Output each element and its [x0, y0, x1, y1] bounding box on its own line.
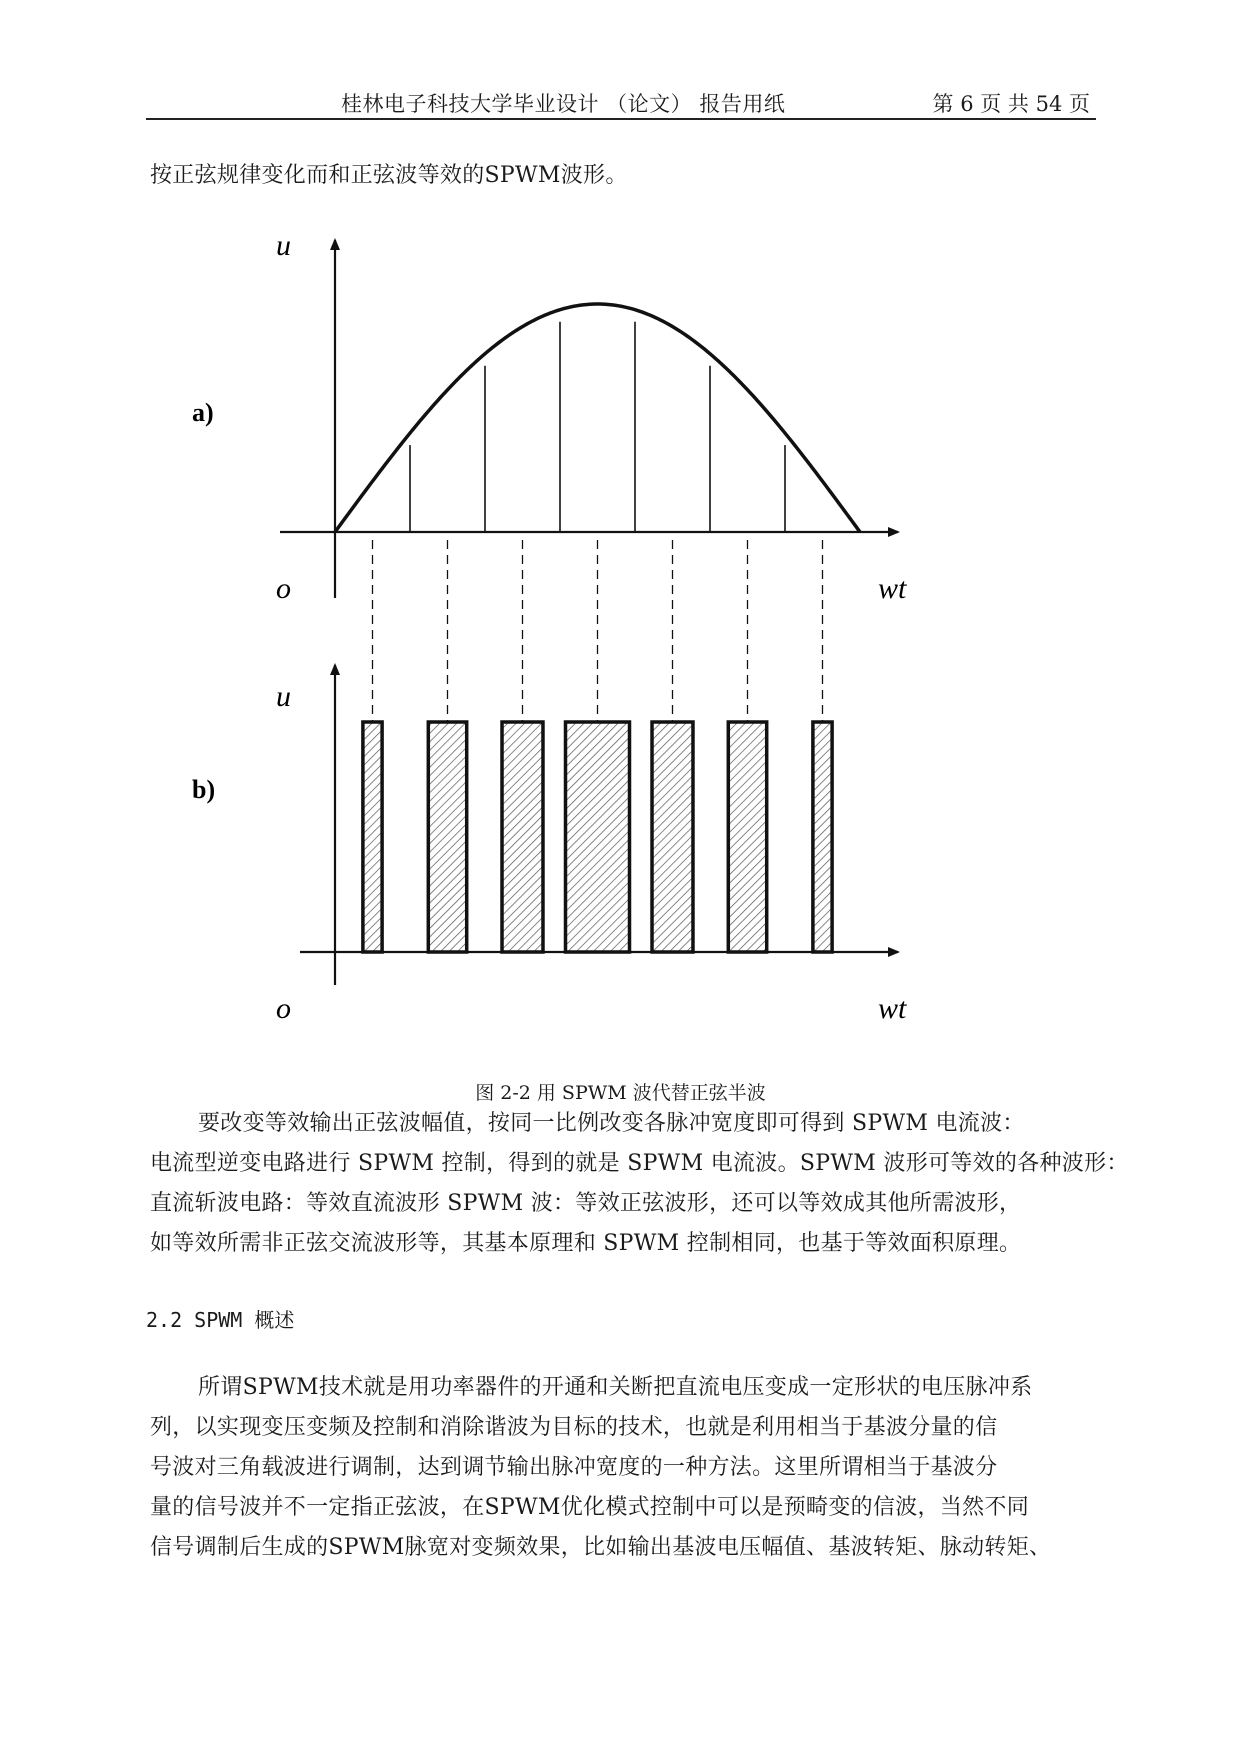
- spwm-pulse: [728, 722, 766, 952]
- intro-line: 按正弦规律变化而和正弦波等效的SPWM波形。: [150, 163, 628, 188]
- panel-a-label: a): [192, 398, 214, 427]
- spwm-pulse: [813, 722, 832, 952]
- paragraph2-line: 量的信号波并不一定指正弦波，在SPWM优化模式控制中可以是预畸变的信波，当然不同: [150, 1495, 1030, 1520]
- figure-caption: 图 2-2 用 SPWM 波代替正弦半波: [475, 1082, 766, 1104]
- panel-b-origin-label: o: [276, 992, 291, 1025]
- panel-b-label: b): [192, 775, 216, 804]
- panel-b-x-label: wt: [878, 992, 907, 1025]
- sample-lines: [410, 322, 785, 532]
- paragraph2-line: 所谓SPWM技术就是用功率器件的开通和关断把直流电压变成一定形状的电压脉冲系: [198, 1375, 1033, 1400]
- spwm-pulse: [566, 722, 630, 952]
- spwm-pulse: [428, 722, 466, 952]
- panel-a-x-label: wt: [878, 572, 907, 605]
- panel-b-y-label: u: [276, 680, 291, 713]
- spwm-pulses: [363, 722, 832, 952]
- spwm-pulse: [363, 722, 382, 952]
- paragraph2-line: 列，以实现变压变频及控制和消除谐波为目标的技术，也就是利用相当于基波分量的信: [150, 1415, 998, 1440]
- header-title: 桂林电子科技大学毕业设计 （论文） 报告用纸: [341, 92, 786, 116]
- sine-curve: [335, 304, 860, 532]
- panel-a-y-label: u: [276, 229, 291, 262]
- dashed-links: [373, 540, 823, 722]
- panel-a-origin-label: o: [276, 572, 291, 605]
- paragraph1-line: 电流型逆变电路进行 SPWM 控制，得到的就是 SPWM 电流波。SPWM 波形可等效的各种波形：: [150, 1151, 1129, 1176]
- spwm-pulse: [652, 722, 693, 952]
- spwm-pulse: [502, 722, 543, 952]
- section-heading: 2.2 SPWM 概述: [146, 1308, 295, 1332]
- paragraph1-line: 要改变等效输出正弦波幅值，按同一比例改变各脉冲宽度即可得到 SPWM 电流波：: [198, 1111, 1025, 1136]
- paragraph2-line: 信号调制后生成的SPWM脉宽对变频效果，比如输出基波电压幅值、基波转矩、脉动转矩、: [150, 1535, 1052, 1560]
- header-page-number: 第 6 页 共 54 页: [932, 92, 1090, 116]
- paragraph1-line: 直流斩波电路：等效直流波形 SPWM 波：等效正弦波形，还可以等效成其他所需波形，: [150, 1191, 1022, 1216]
- paragraph1-line: 如等效所需非正弦交流波形等，其基本原理和 SPWM 控制相同，也基于等效面积原理。: [150, 1231, 1022, 1256]
- paragraph2-line: 号波对三角载波进行调制，达到调节输出脉冲宽度的一种方法。这里所谓相当于基波分: [150, 1455, 998, 1480]
